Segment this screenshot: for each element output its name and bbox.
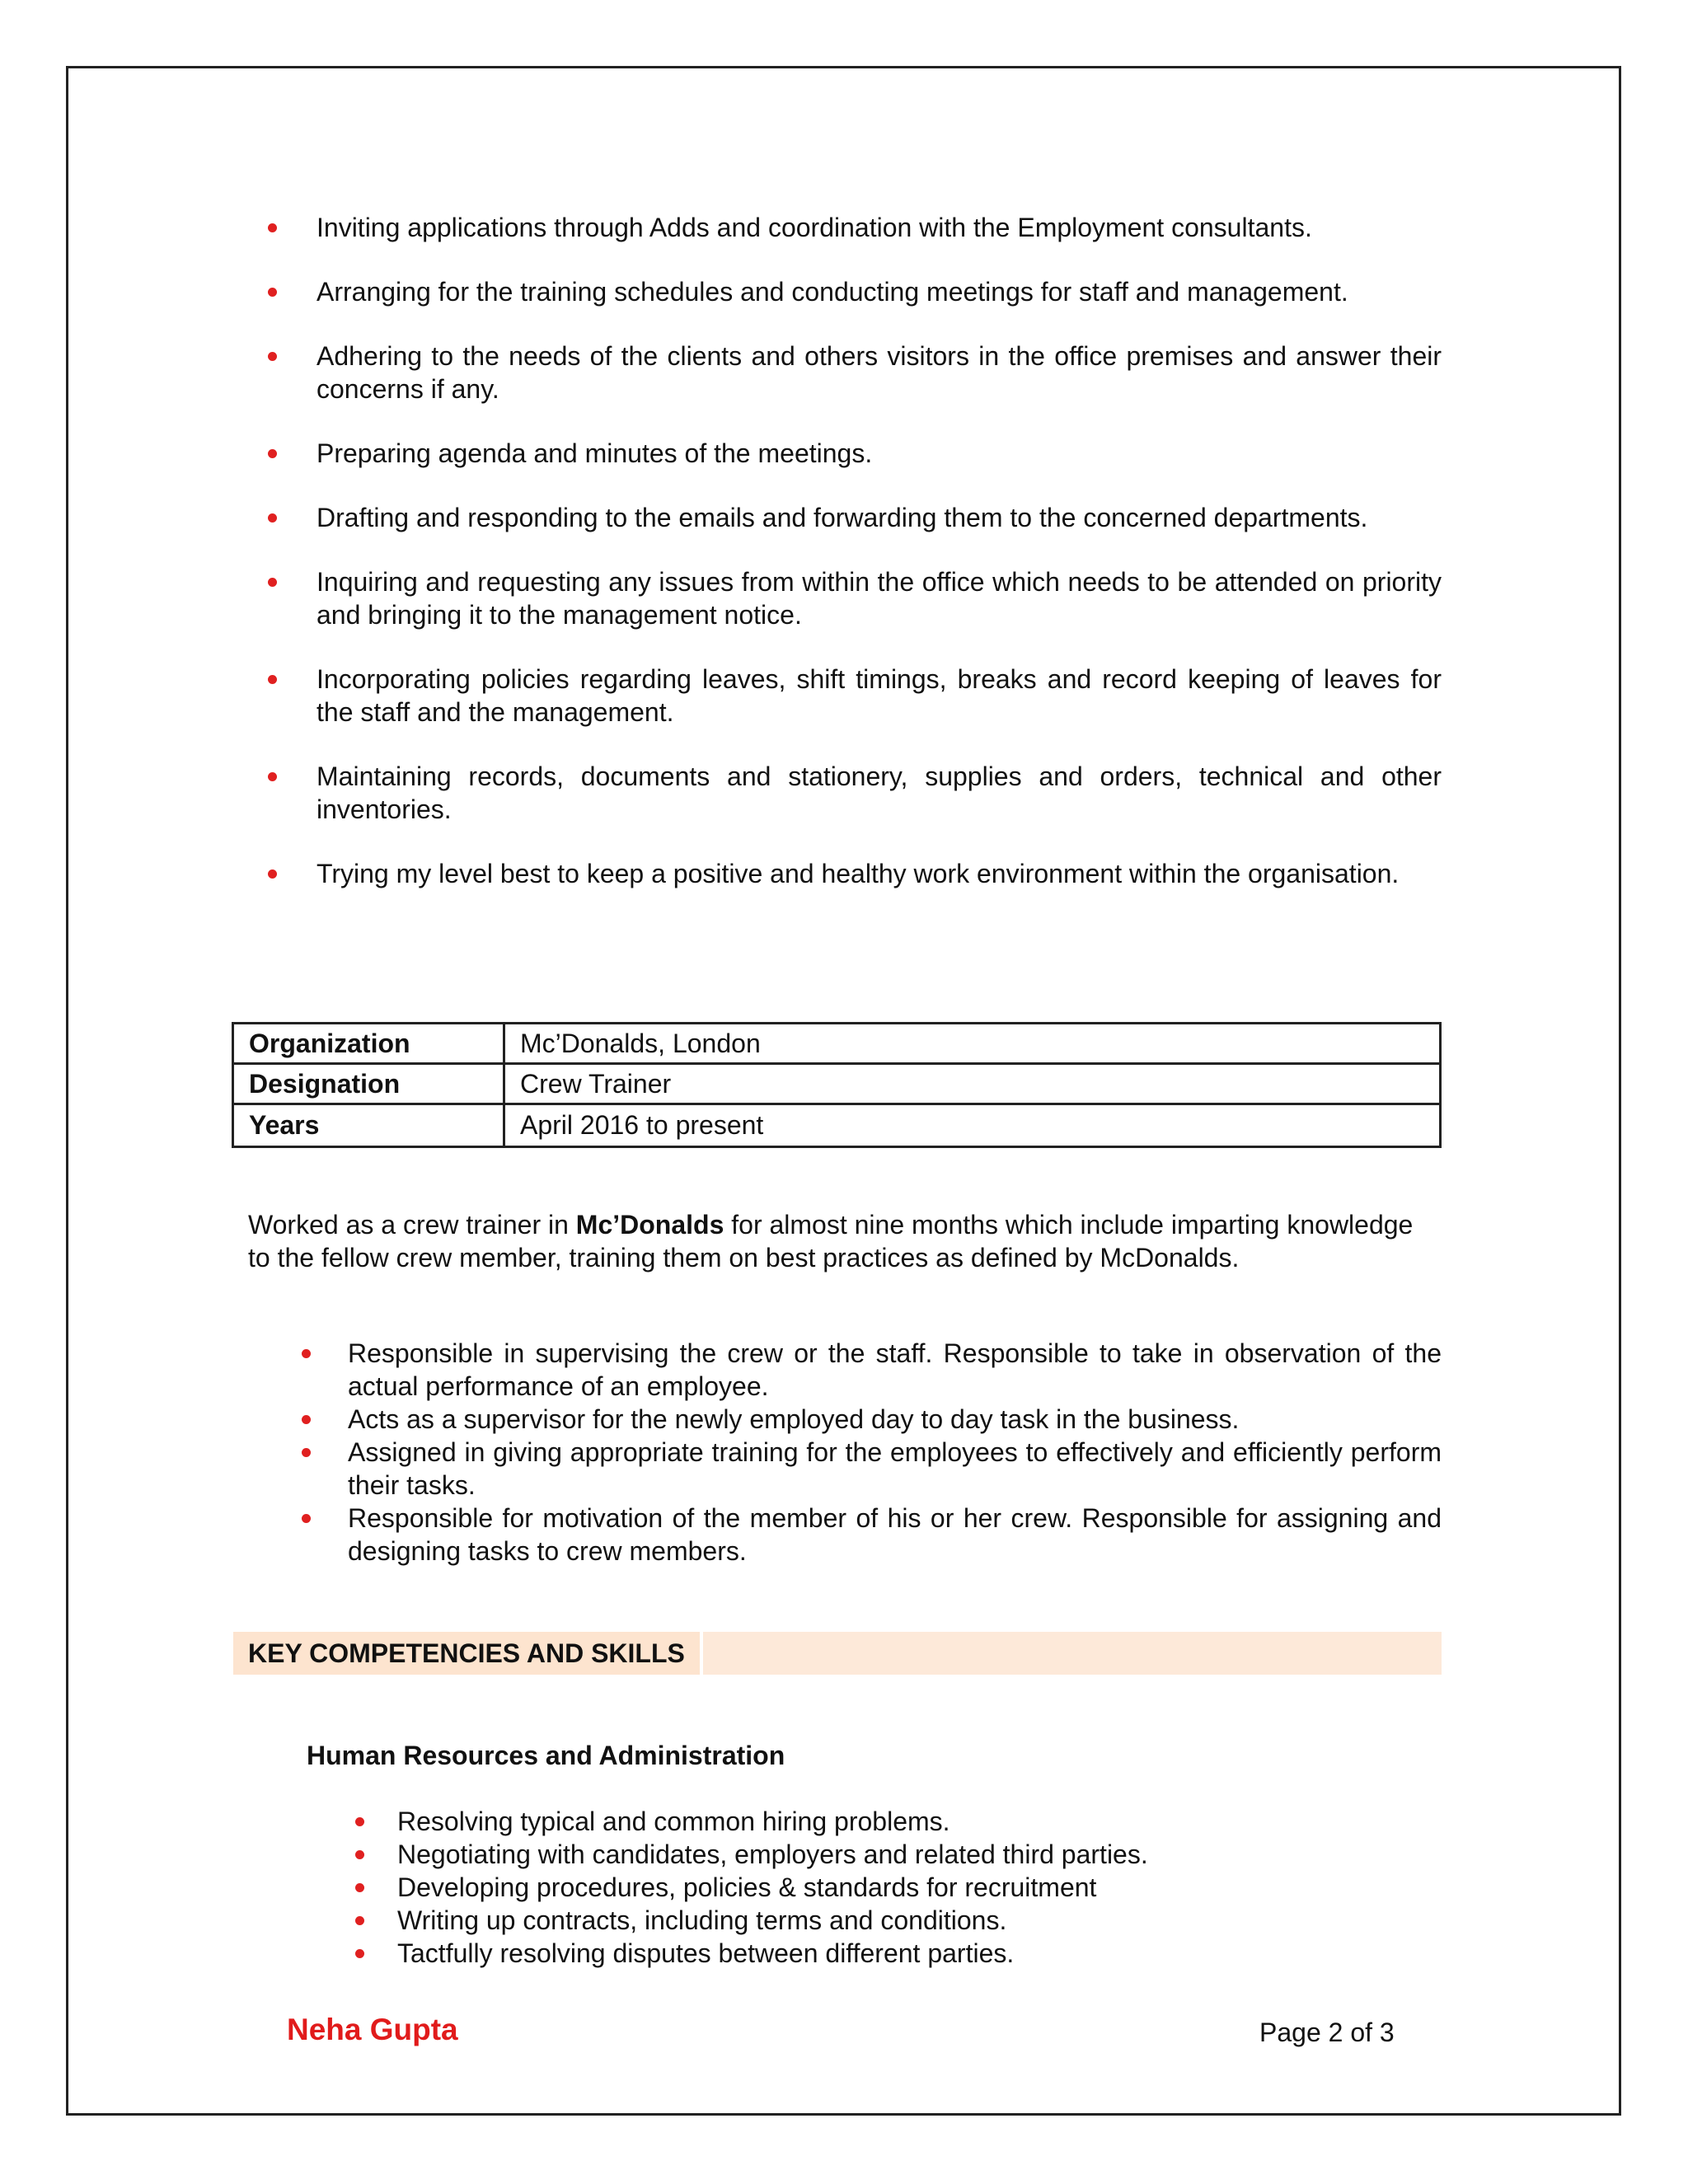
bullet-icon <box>268 513 277 523</box>
list-item: Assigned in giving appropriate training for the employees to effectively and efficiently perform their tasks. <box>348 1436 1442 1502</box>
designation-value: Crew Trainer <box>504 1064 1441 1104</box>
list-item: Inquiring and requesting any issues from within the office which needs to be attended on priority and bringing it to the management notice. <box>316 565 1442 631</box>
crew-trainer-duties-list <box>348 1337 1442 1568</box>
skills-subheading: Human Resources and Administration <box>307 1741 785 1770</box>
bullet-icon <box>355 1850 364 1859</box>
bullet-icon <box>268 869 277 879</box>
bullet-icon <box>268 772 277 781</box>
job-details-table <box>232 1022 1442 1148</box>
bullet-icon <box>302 1448 311 1457</box>
list-item: Adhering to the needs of the clients and others visitors in the office premises and answer their concerns if any. <box>316 340 1442 405</box>
section-header-bar <box>233 1632 1442 1675</box>
list-item: Drafting and responding to the emails and forwarding them to the concerned departments. <box>316 501 1442 534</box>
bullet-icon <box>268 675 277 684</box>
table-row <box>233 1104 1441 1147</box>
bullet-icon <box>302 1415 311 1424</box>
job-summary: Worked as a crew trainer in Mc’Donalds for almost nine months which include imparting knowledge to the fellow crew member, training them on best practices as defined by McDonalds. <box>248 1210 1414 1272</box>
list-item: Maintaining records, documents and stationery, supplies and orders, technical and other inventories. <box>316 760 1442 826</box>
list-item: Preparing agenda and minutes of the meetings. <box>316 437 1442 470</box>
table-row <box>233 1024 1441 1064</box>
bullet-icon <box>355 1817 364 1826</box>
list-item: Writing up contracts, including terms and conditions. <box>397 1904 1386 1937</box>
responsibilities-list <box>316 211 1442 921</box>
footer-author-name: Neha Gupta <box>287 2013 458 2046</box>
list-item: Resolving typical and common hiring problems. <box>397 1805 1386 1838</box>
bullet-icon <box>268 449 277 458</box>
list-item: Responsible in supervising the crew or the staff. Responsible to take in observation of the actual performance of an employee. <box>348 1337 1442 1403</box>
bullet-icon <box>302 1514 311 1523</box>
list-item: Acts as a supervisor for the newly employed day to day task in the business. <box>348 1403 1442 1436</box>
bullet-icon <box>268 288 277 297</box>
company-name: Mc’Donalds <box>575 1210 724 1240</box>
years-label: Years <box>233 1104 504 1147</box>
list-item: Developing procedures, policies & standards for recruitment <box>397 1871 1386 1904</box>
list-item: Trying my level best to keep a positive and healthy work environment within the organisation. <box>316 857 1442 890</box>
list-item: Negotiating with candidates, employers and related third parties. <box>397 1838 1386 1871</box>
bullet-icon <box>355 1916 364 1925</box>
list-item: Inviting applications through Adds and coordination with the Employment consultants. <box>316 211 1442 244</box>
organization-label: Organization <box>233 1024 504 1064</box>
bullet-icon <box>302 1349 311 1358</box>
bullet-icon <box>355 1883 364 1892</box>
table-row <box>233 1064 1441 1104</box>
bullet-icon <box>355 1949 364 1958</box>
bullet-icon <box>268 223 277 232</box>
bullet-icon <box>268 578 277 587</box>
hr-skills-list <box>397 1805 1386 1970</box>
list-item: Incorporating policies regarding leaves, shift timings, breaks and record keeping of leaves for the staff and the management. <box>316 663 1442 729</box>
section-title: KEY COMPETENCIES AND SKILLS <box>233 1632 703 1675</box>
years-value: April 2016 to present <box>504 1104 1441 1147</box>
organization-value: Mc’Donalds, London <box>504 1024 1441 1064</box>
list-item: Responsible for motivation of the member of his or her crew. Responsible for assigning and designing tasks to crew members. <box>348 1502 1442 1568</box>
list-item: Tactfully resolving disputes between different parties. <box>397 1937 1386 1970</box>
designation-label: Designation <box>233 1064 504 1104</box>
page-number: Page 2 of 3 <box>1259 2018 1395 2047</box>
list-item: Arranging for the training schedules and conducting meetings for staff and management. <box>316 275 1442 308</box>
bullet-icon <box>268 352 277 361</box>
